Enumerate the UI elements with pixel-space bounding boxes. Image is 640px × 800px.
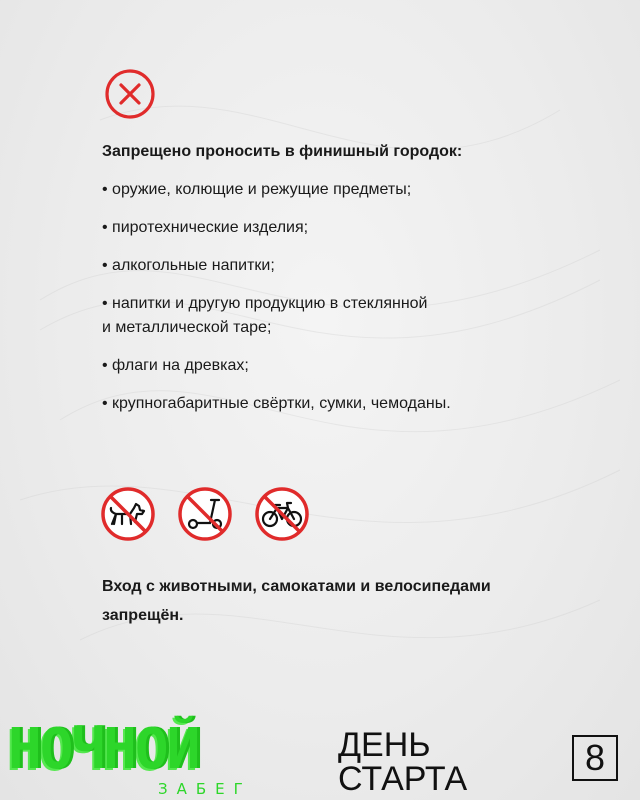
prohibited-list [102,178,451,430]
logo-sub-text: ЗАБЕГ [158,780,252,798]
list-item: • напитки и другую продукцию в стеклянной [102,295,428,312]
list-item: и металлической таре; [102,319,272,336]
night-run-logo [8,717,252,798]
close-circle-icon [104,68,156,120]
list-item: • пиротехнические изделия; [102,219,309,236]
entry-ban-text [102,572,552,630]
logo-main-text: НОЧНОЙ [8,717,199,782]
day-of-start-title [338,728,467,796]
day-line: ДЕНЬ [338,726,431,764]
list-item: • оружие, колющие и режущие предметы; [102,181,412,198]
list-item: • алкогольные напитки; [102,257,275,274]
page-number: 8 [572,735,618,781]
list-item: • крупногабаритные свёртки, сумки, чемоданы. [102,395,451,412]
list-item: • флаги на древках; [102,357,249,374]
prohibition-icons [100,486,310,542]
no-dogs-icon [100,486,156,542]
day-line: СТАРТА [338,760,468,798]
no-scooters-icon [177,486,233,542]
entry-ban-line: Вход с животными, самокатами и велосипедами [102,578,491,595]
prohibited-heading: Запрещено проносить в финишный городок: [102,143,463,160]
entry-ban-line: запрещён. [102,607,184,624]
no-bicycles-icon [254,486,310,542]
